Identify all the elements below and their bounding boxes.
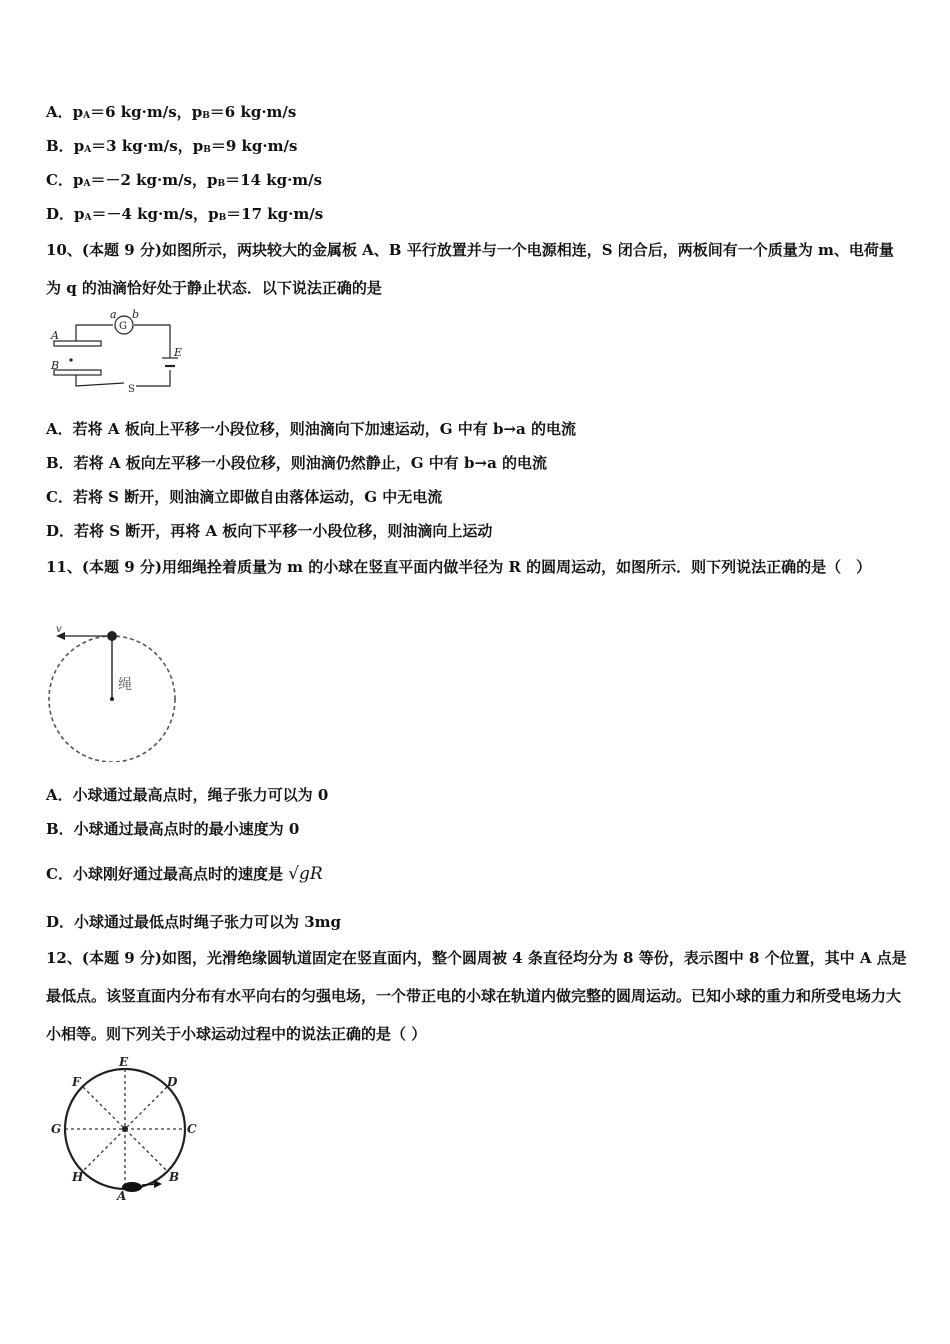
label-b: B <box>169 1170 180 1184</box>
label-h: H <box>72 1170 84 1184</box>
q11-circle-figure <box>48 622 178 762</box>
label-f: F <box>72 1075 81 1089</box>
q11-option-b: B．小球通过最高点时的最小速度为 0 <box>46 820 300 838</box>
label-d: D <box>167 1075 178 1089</box>
q9-option-a: A．$p_A=6$ kg·m/s，$p_B=6$ kg·m/s <box>46 103 297 121</box>
q10-option-d: D．若将 S 断开，再将 A 板向下平移一小段位移，则油滴向上运动 <box>46 522 493 540</box>
q10-stem: 10、(本题 9 分)如图所示，两块较大的金属板 A、B 平行放置并与一个电源相连，S 闭合后，两板间有一个质量为 m、电荷量为 q 的油滴恰好处于静止状态．以下说法正确的是 <box>46 241 894 297</box>
label-a: a <box>110 308 117 321</box>
q10-option-c: C．若将 S 断开，则油滴立即做自由落体运动，G 中无电流 <box>46 488 443 506</box>
label-rope: 绳 <box>118 677 132 693</box>
label-c: C <box>187 1122 197 1136</box>
q9-option-d: D．$p_A=-4$ kg·m/s，$p_B=17$ kg·m/s <box>46 205 324 223</box>
q10-circuit-figure <box>48 308 188 400</box>
label-plate-b: B <box>51 359 60 372</box>
label-s: S <box>128 384 135 395</box>
q10-option-b: B．若将 A 板向左平移一小段位移，则油滴仍然静止，G 中有 b→a 的电流 <box>46 454 548 472</box>
q11-option-c: C．小球刚好通过最高点时的速度是 √gR <box>46 864 323 884</box>
label-plate-a: A <box>51 329 59 342</box>
q11-stem: 11、(本题 9 分)用细绳拴着质量为 m 的小球在竖直平面内做半径为 R 的圆周运动，如图所示．则下列说法正确的是（ ） <box>46 558 872 576</box>
q9-option-c: C．$p_A=-2$ kg·m/s，$p_B=14$ kg·m/s <box>46 171 323 189</box>
label-a: A <box>117 1189 127 1203</box>
label-g: G <box>119 321 127 332</box>
label-g: G <box>51 1122 62 1136</box>
label-e: E <box>174 346 183 359</box>
oil-drop <box>69 358 72 361</box>
label-b: b <box>132 308 140 321</box>
q10-option-a: A．若将 A 板向上平移一小段位移，则油滴向下加速运动，G 中有 b→a 的电流 <box>46 420 576 438</box>
q9-option-b: B．$p_A=3$ kg·m/s，$p_B=9$ kg·m/s <box>46 137 298 155</box>
label-e: E <box>119 1055 129 1069</box>
sqrt-gr-expression: √gR <box>288 864 323 884</box>
q12-stem: 12、(本题 9 分)如图，光滑绝缘圆轨道固定在竖直面内，整个圆周被 4 条直径均分为 8 等份，表示图中 8 个位置，其中 A 点是最低点。该竖直面内分布有水平向右的匀强电场，一个带正电的小球在轨道内做完整的圆周运动。已知小球的重力和所受电场力大小相等。则下列关于小球运动过程中的说法正确的是（ ） <box>46 949 907 1043</box>
label-v: v <box>56 624 62 635</box>
q11-option-a: A．小球通过最高点时，绳子张力可以为 0 <box>46 786 329 804</box>
q11-option-d: D．小球通过最低点时绳子张力可以为 3mg <box>46 913 342 931</box>
q12-circle-figure <box>46 1054 206 1204</box>
